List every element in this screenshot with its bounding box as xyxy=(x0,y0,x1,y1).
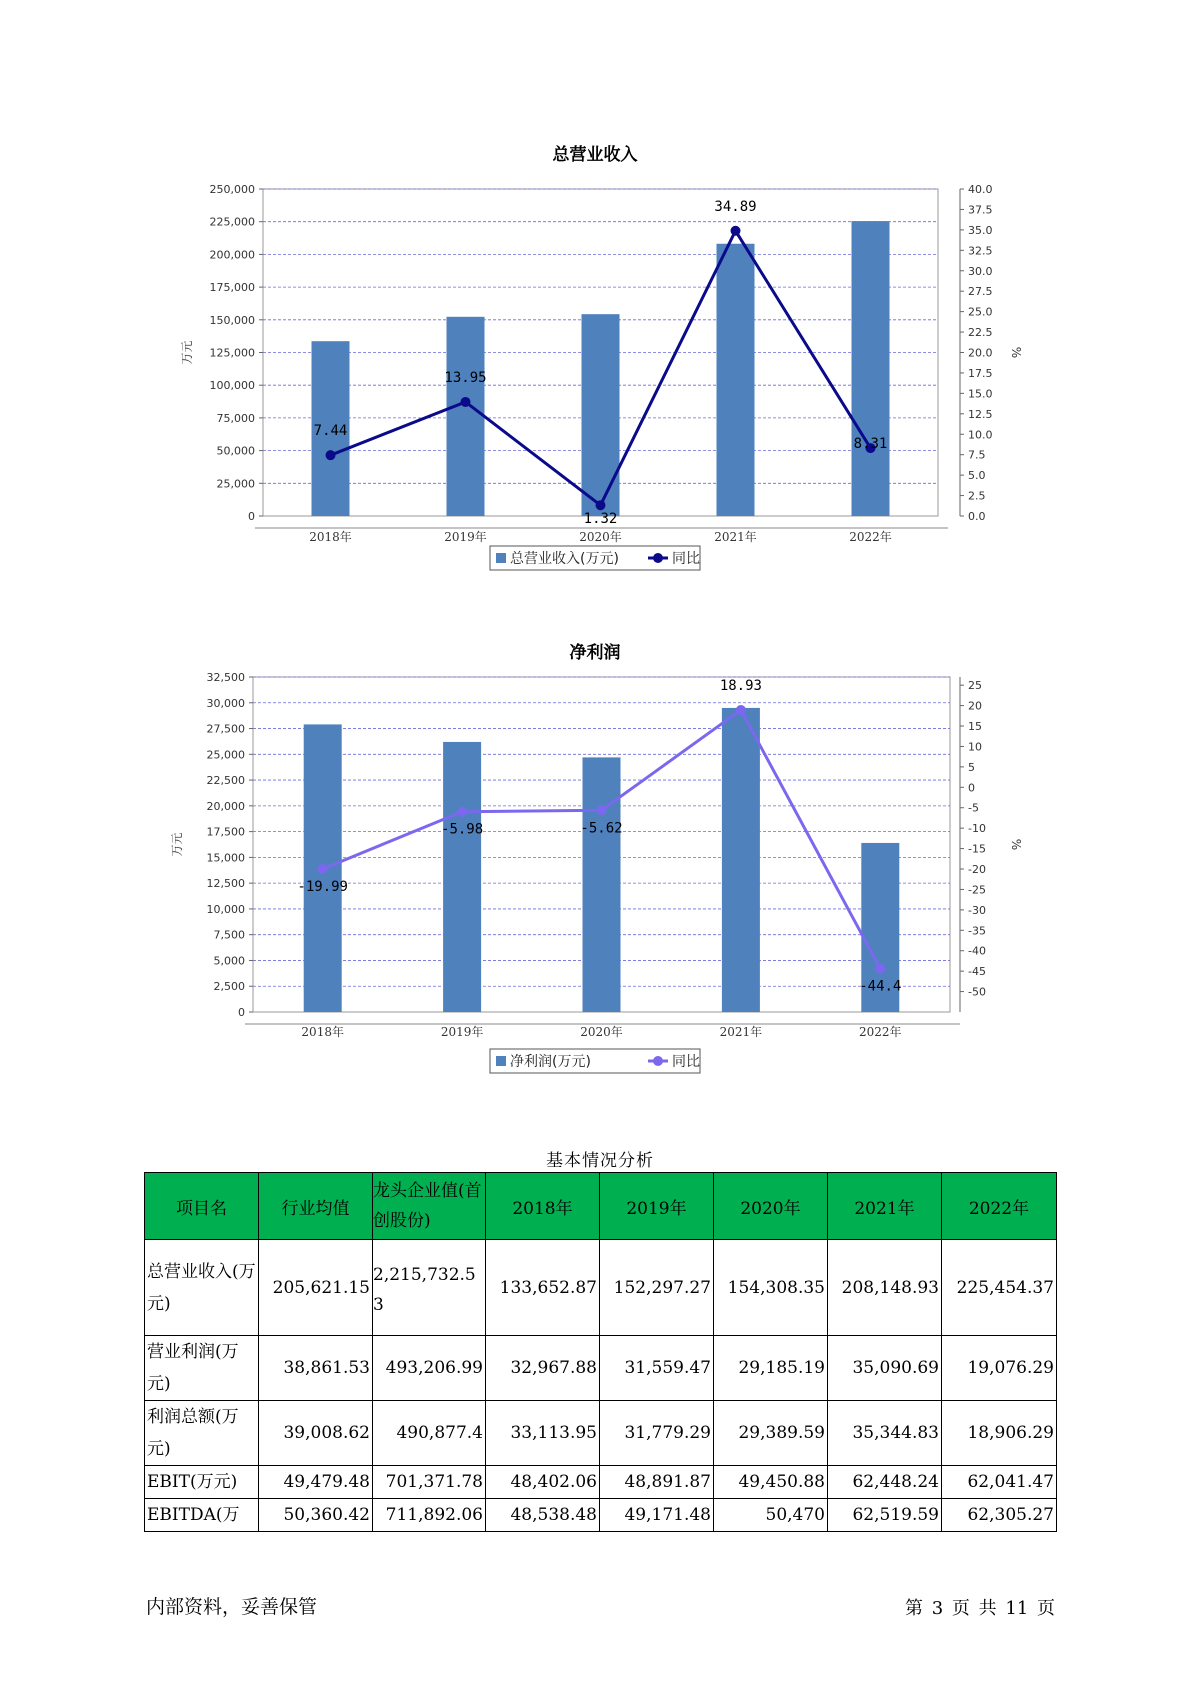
legend-line-label: 同比 xyxy=(672,551,700,567)
y2-tick-label: 22.5 xyxy=(968,326,993,340)
table-row xyxy=(145,1336,1057,1401)
table-cell: 31,779.29 xyxy=(600,1401,714,1466)
table-cell: 50,470 xyxy=(714,1499,828,1532)
bar-4 xyxy=(852,221,890,516)
table-header-cell: 项目名 xyxy=(145,1173,259,1240)
bar-3 xyxy=(722,708,760,1012)
table-header-cell: 龙头企业值(首创股份) xyxy=(373,1173,486,1240)
table-header-row xyxy=(145,1173,1057,1240)
x-tick-label: 2019年 xyxy=(444,530,487,544)
table-cell: 62,305.27 xyxy=(942,1499,1057,1532)
y-tick-label: 50,000 xyxy=(216,444,255,458)
yoy-data-label: 7.44 xyxy=(313,423,348,440)
table-cell: 62,519.59 xyxy=(828,1499,942,1532)
yoy-point-0 xyxy=(318,864,328,874)
legend-bar-label: 总营业收入(万元) xyxy=(510,551,619,567)
yoy-point-2 xyxy=(596,500,606,510)
table-row xyxy=(145,1466,1057,1499)
x-tick-label: 2022年 xyxy=(859,1025,902,1039)
yoy-point-2 xyxy=(597,805,607,815)
table-cell: 38,861.53 xyxy=(259,1336,373,1401)
yoy-point-4 xyxy=(875,964,885,974)
table-cell: 133,652.87 xyxy=(486,1240,600,1336)
table-cell: 35,090.69 xyxy=(828,1336,942,1401)
bar-3 xyxy=(717,244,755,516)
y-tick-label: 75,000 xyxy=(216,411,255,425)
legend-bar-swatch xyxy=(496,1056,506,1066)
table-cell: 62,448.24 xyxy=(828,1466,942,1499)
table-header-cell: 行业均值 xyxy=(259,1173,373,1240)
y2-tick-label: 40.0 xyxy=(968,183,993,196)
x-tick-label: 2021年 xyxy=(719,1025,763,1039)
y-tick-label: 30,000 xyxy=(206,696,245,710)
y-axis-label: 万元 xyxy=(170,832,184,857)
yoy-point-3 xyxy=(736,705,746,715)
yoy-data-label: 18.93 xyxy=(719,677,762,694)
table-cell: 490,877.4 xyxy=(373,1401,486,1466)
y2-tick-label: 20 xyxy=(968,699,982,713)
y2-tick-label: 15.0 xyxy=(968,387,993,401)
table-cell: 29,185.19 xyxy=(714,1336,828,1401)
legend-line-label: 同比 xyxy=(672,1054,700,1070)
y-tick-label: 17,500 xyxy=(206,825,245,839)
y2-tick-label: 0.0 xyxy=(968,510,986,523)
chart-title: 总营业收入 xyxy=(552,145,638,165)
y-tick-label: 125,000 xyxy=(209,346,255,360)
x-tick-label: 2020年 xyxy=(579,530,622,544)
net-profit-chart-svg xyxy=(0,640,1191,1100)
table-header-cell: 2019年 xyxy=(600,1173,714,1240)
table-cell: 48,538.48 xyxy=(486,1499,600,1532)
row-name-cell: EBIT(万元) xyxy=(145,1466,259,1499)
bar-2 xyxy=(582,314,620,516)
legend-bar-label: 净利润(万元) xyxy=(510,1054,591,1070)
yoy-data-label: 13.95 xyxy=(444,369,487,386)
table-cell: 205,621.15 xyxy=(259,1240,373,1336)
y-tick-label: 225,000 xyxy=(209,215,255,229)
y2-tick-label: 5.0 xyxy=(968,469,986,483)
table-cell: 31,559.47 xyxy=(600,1336,714,1401)
table-cell: 225,454.37 xyxy=(942,1240,1057,1336)
table-cell: 48,402.06 xyxy=(486,1466,600,1499)
table-cell: 49,171.48 xyxy=(600,1499,714,1532)
y2-axis-label: % xyxy=(1009,346,1023,359)
table-header-cell: 2022年 xyxy=(942,1173,1057,1240)
y2-tick-label: -30 xyxy=(968,903,986,917)
y-tick-label: 250,000 xyxy=(209,183,255,196)
yoy-data-label: -5.62 xyxy=(580,820,623,837)
x-tick-label: 2022年 xyxy=(849,530,892,544)
y2-tick-label: -45 xyxy=(968,965,986,979)
table-cell: 39,008.62 xyxy=(259,1401,373,1466)
y2-tick-label: 0 xyxy=(968,781,975,795)
y2-tick-label: 7.5 xyxy=(968,448,986,462)
table-cell: 29,389.59 xyxy=(714,1401,828,1466)
y2-tick-label: 32.5 xyxy=(968,244,993,258)
yoy-data-label: 34.89 xyxy=(714,198,757,215)
y2-tick-label: 25 xyxy=(968,679,982,693)
table-cell: 154,308.35 xyxy=(714,1240,828,1336)
y-tick-label: 12,500 xyxy=(206,877,245,891)
bar-1 xyxy=(447,317,485,516)
legend-bar-swatch xyxy=(496,553,506,563)
y2-tick-label: 20.0 xyxy=(968,346,993,360)
y-tick-label: 2,500 xyxy=(213,980,245,994)
table-row xyxy=(145,1499,1057,1532)
table-cell: 33,113.95 xyxy=(486,1401,600,1466)
table-cell: 32,967.88 xyxy=(486,1336,600,1401)
table-cell: 49,479.48 xyxy=(259,1466,373,1499)
footer-page-number: 第 3 页 共 11 页 xyxy=(905,1598,1055,1619)
table-cell: 48,891.87 xyxy=(600,1466,714,1499)
legend-line-marker xyxy=(653,1056,663,1066)
table-row xyxy=(145,1240,1057,1336)
row-name-cell: 总营业收入(万元) xyxy=(145,1240,259,1336)
table-cell: 711,892.06 xyxy=(373,1499,486,1532)
yoy-data-label: -19.99 xyxy=(297,878,348,895)
yoy-data-label: -5.98 xyxy=(441,821,484,838)
table-cell: 2,215,732.53 xyxy=(373,1240,486,1336)
y-tick-label: 22,500 xyxy=(206,774,245,788)
y2-tick-label: 5 xyxy=(968,760,975,774)
y-tick-label: 0 xyxy=(248,510,255,523)
row-name-cell: EBITDA(万 xyxy=(145,1499,259,1532)
table-cell: 19,076.29 xyxy=(942,1336,1057,1401)
yoy-point-1 xyxy=(457,807,467,817)
table-cell: 701,371.78 xyxy=(373,1466,486,1499)
y2-tick-label: -15 xyxy=(968,842,986,856)
chart-title: 净利润 xyxy=(569,643,621,663)
revenue-chart xyxy=(0,140,1191,600)
x-tick-label: 2021年 xyxy=(714,530,757,544)
yoy-point-0 xyxy=(326,450,336,460)
row-name-cell: 营业利润(万元) xyxy=(145,1336,259,1401)
bar-1 xyxy=(441,742,484,1012)
x-tick-label: 2020年 xyxy=(580,1025,623,1039)
table-cell: 62,041.47 xyxy=(942,1466,1057,1499)
y2-tick-label: 35.0 xyxy=(968,223,993,237)
y-tick-label: 27,500 xyxy=(206,722,245,736)
y-tick-label: 200,000 xyxy=(209,248,255,262)
yoy-point-1 xyxy=(461,397,471,407)
y2-tick-label: 2.5 xyxy=(968,489,986,503)
yoy-data-label: -44.4 xyxy=(859,978,902,995)
table-header-cell: 2020年 xyxy=(714,1173,828,1240)
y2-tick-label: 37.5 xyxy=(968,203,993,217)
y2-axis-label: % xyxy=(1009,838,1023,851)
table-cell: 152,297.27 xyxy=(600,1240,714,1336)
y2-tick-label: -40 xyxy=(968,944,986,958)
y-tick-label: 7,500 xyxy=(213,928,245,942)
table-caption: 基本情况分析 xyxy=(546,1151,654,1171)
y2-tick-label: 10.0 xyxy=(968,428,993,442)
y2-tick-label: 27.5 xyxy=(968,285,993,299)
bar-2 xyxy=(583,757,621,1012)
table-cell: 493,206.99 xyxy=(373,1336,486,1401)
table-cell: 35,344.83 xyxy=(828,1401,942,1466)
y-tick-label: 175,000 xyxy=(209,281,255,295)
yoy-data-label: 8.31 xyxy=(853,436,888,453)
y-tick-label: 25,000 xyxy=(216,477,255,491)
y-tick-label: 32,500 xyxy=(206,671,245,684)
table-cell: 208,148.93 xyxy=(828,1240,942,1336)
y-tick-label: 20,000 xyxy=(206,799,245,813)
y2-tick-label: -20 xyxy=(968,863,986,877)
x-tick-label: 2018年 xyxy=(309,530,352,544)
y2-tick-label: -10 xyxy=(968,822,986,836)
row-name-cell: 利润总额(万元) xyxy=(145,1401,259,1466)
yoy-data-label: 1.32 xyxy=(583,511,618,528)
y2-tick-label: 12.5 xyxy=(968,407,993,421)
y-tick-label: 25,000 xyxy=(206,748,245,762)
x-tick-label: 2019年 xyxy=(440,1025,484,1039)
y2-tick-label: 15 xyxy=(968,720,982,734)
table-cell: 49,450.88 xyxy=(714,1466,828,1499)
table-cell: 18,906.29 xyxy=(942,1401,1057,1466)
net-profit-chart xyxy=(0,640,1191,1100)
y-tick-label: 10,000 xyxy=(206,902,245,916)
x-tick-label: 2018年 xyxy=(301,1025,344,1039)
yoy-point-3 xyxy=(731,226,741,236)
legend-line-marker xyxy=(653,553,663,563)
y-tick-label: 5,000 xyxy=(213,954,245,968)
revenue-chart-svg xyxy=(0,140,1191,600)
table-cell: 50,360.42 xyxy=(259,1499,373,1532)
basic-analysis-table xyxy=(144,1172,1057,1532)
y2-tick-label: -50 xyxy=(968,985,986,999)
y-tick-label: 0 xyxy=(238,1006,245,1019)
y-tick-label: 15,000 xyxy=(206,851,245,865)
table-row xyxy=(145,1401,1057,1466)
footer-confidential-note: 内部资料，妥善保管 xyxy=(146,1596,318,1618)
y-tick-label: 100,000 xyxy=(209,379,255,393)
y2-tick-label: 10 xyxy=(968,740,982,754)
y2-tick-label: -5 xyxy=(968,801,979,815)
table-header-cell: 2018年 xyxy=(486,1173,600,1240)
y-axis-label: 万元 xyxy=(180,340,194,365)
y2-tick-label: 17.5 xyxy=(968,366,993,380)
table-header-cell: 2021年 xyxy=(828,1173,942,1240)
y2-tick-label: 25.0 xyxy=(968,305,993,319)
y2-tick-label: 30.0 xyxy=(968,264,993,278)
y-tick-label: 150,000 xyxy=(209,313,255,327)
y2-tick-label: -25 xyxy=(968,883,986,897)
y2-tick-label: -35 xyxy=(968,924,986,938)
